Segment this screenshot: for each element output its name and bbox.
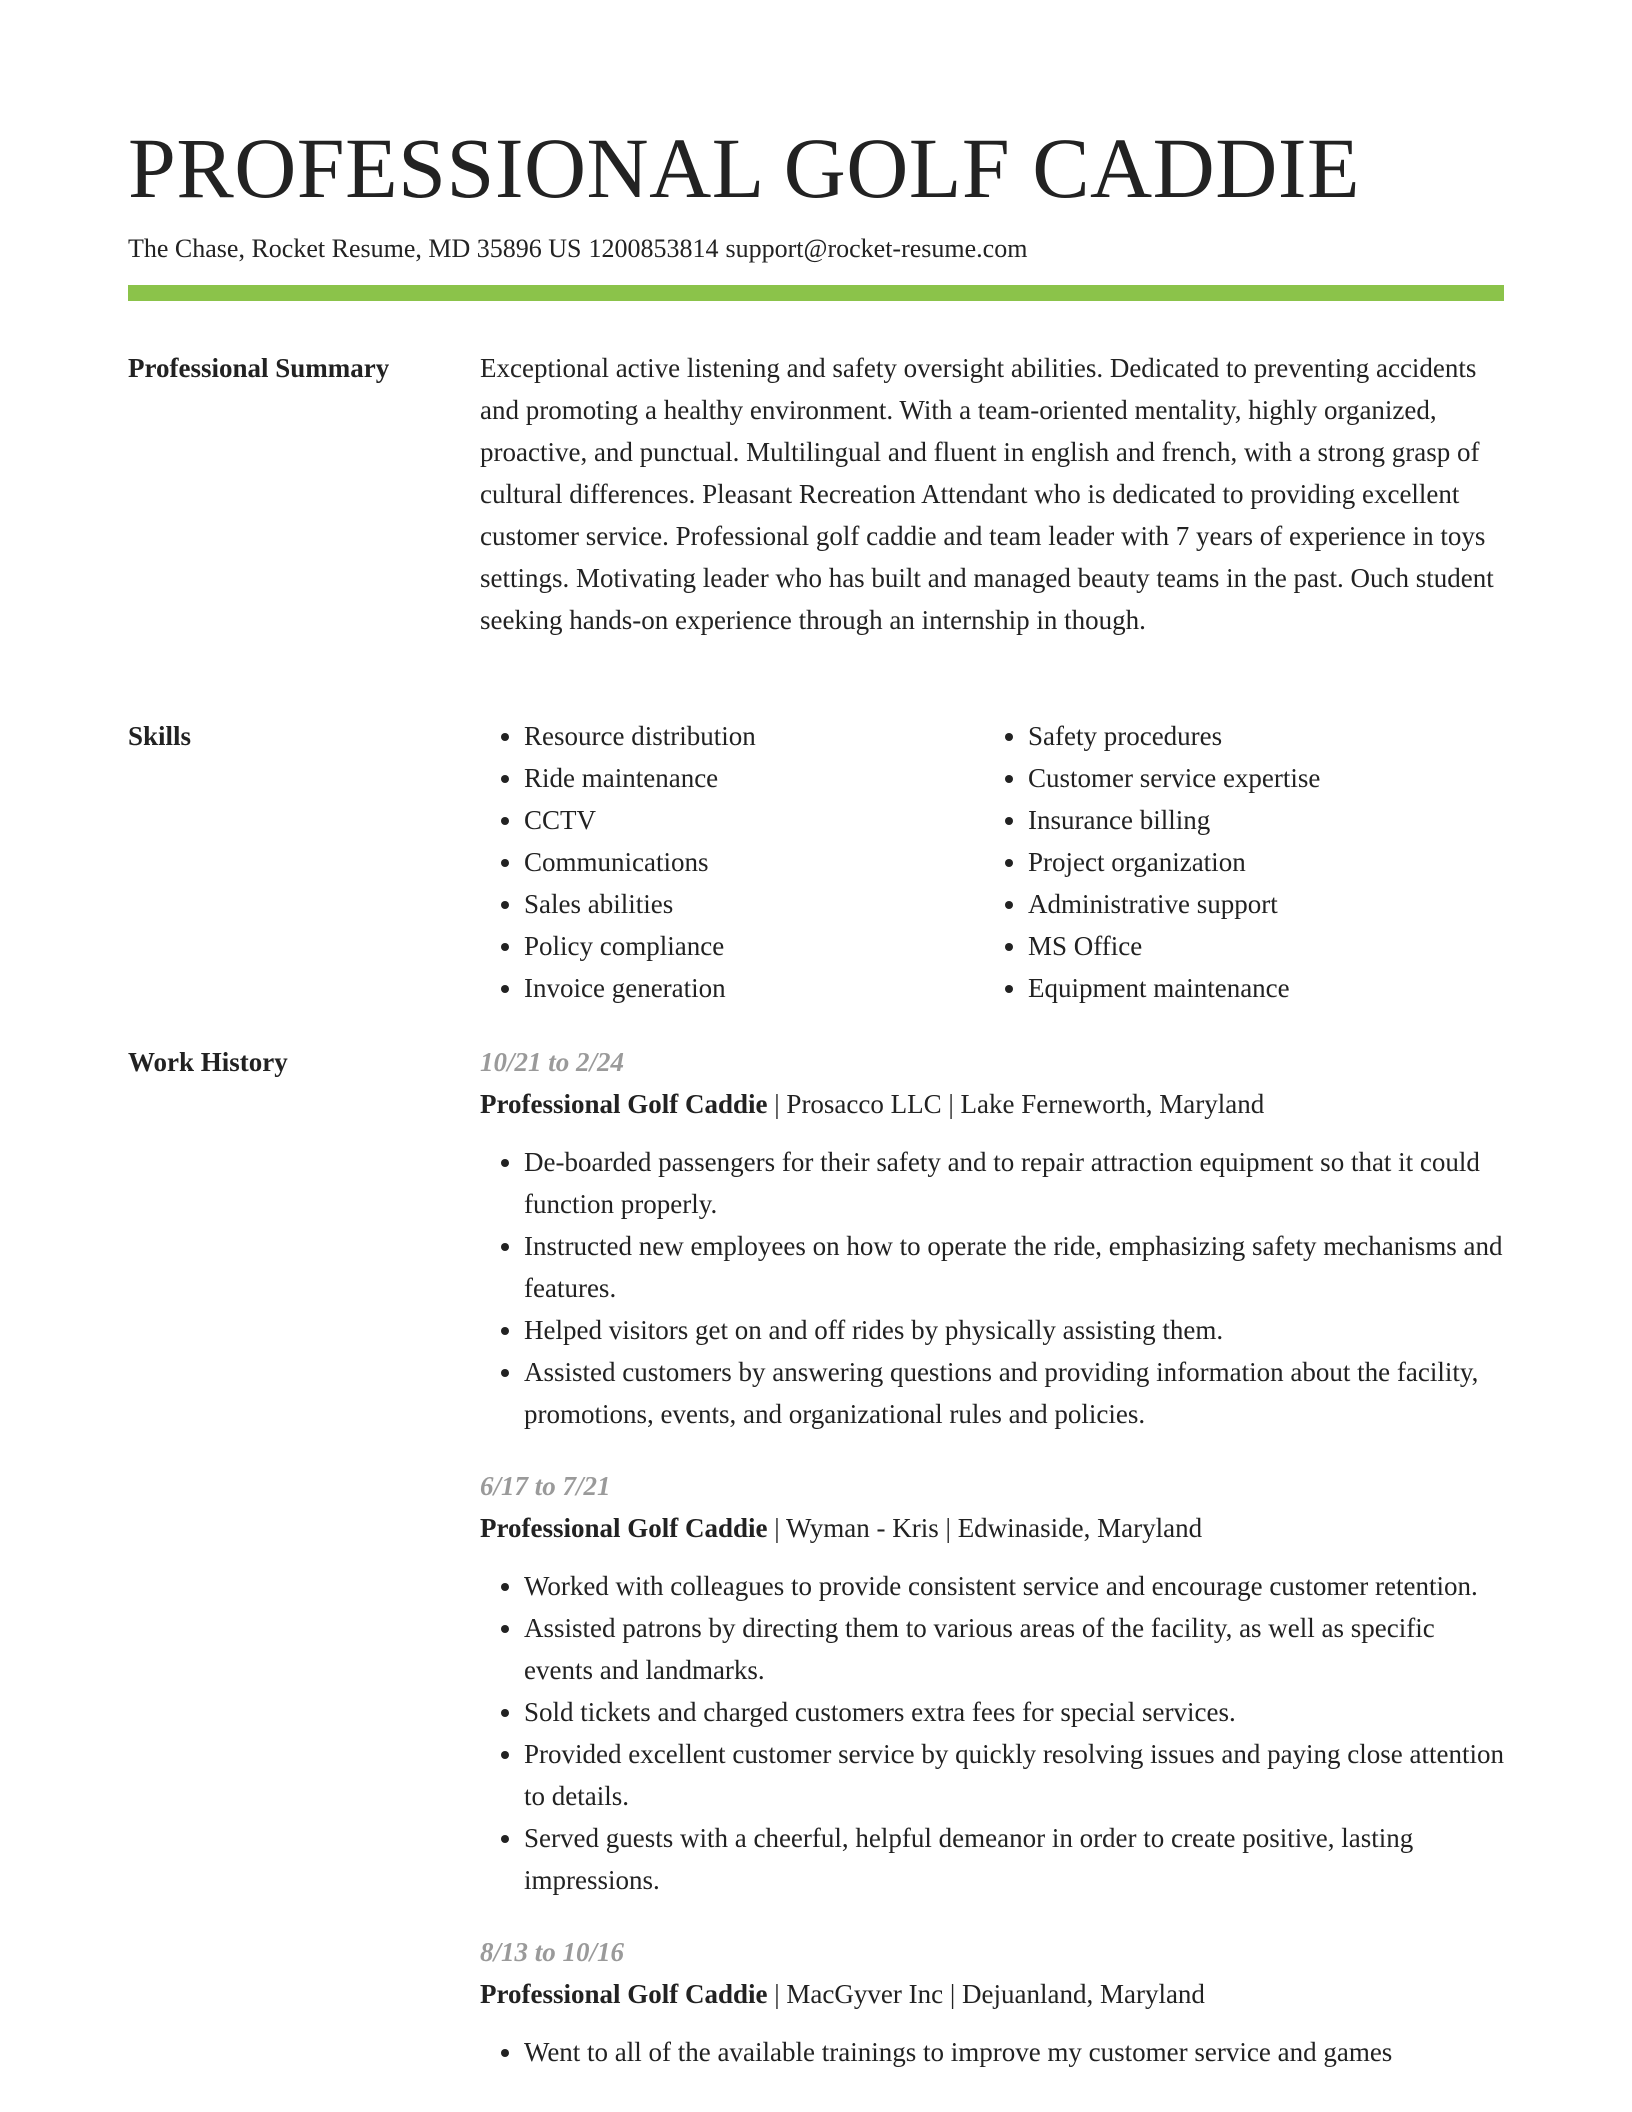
skill-item: • Safety procedures bbox=[1028, 715, 1488, 757]
job-heading bbox=[480, 1973, 1504, 2015]
job-heading bbox=[480, 1507, 1504, 1549]
skill-item: • Equipment maintenance bbox=[1028, 967, 1488, 1009]
skills-list-right bbox=[984, 715, 1488, 1009]
job-separator: | bbox=[774, 1513, 780, 1543]
job-title: Professional Golf Caddie bbox=[480, 1089, 768, 1119]
skill-item: • MS Office bbox=[1028, 925, 1488, 967]
job-title: Professional Golf Caddie bbox=[480, 1979, 768, 2009]
skill-item: • Ride maintenance bbox=[524, 757, 984, 799]
header-divider bbox=[128, 285, 1504, 301]
work-history-heading: Work History bbox=[128, 1047, 288, 1077]
job-entry bbox=[480, 1931, 1504, 2073]
skill-item: • Insurance billing bbox=[1028, 799, 1488, 841]
job-separator: | bbox=[945, 1513, 951, 1543]
job-dates: 8/13 to 10/16 bbox=[480, 1937, 625, 1967]
job-duty-item: • Assisted customers by answering questions and providing information about the facility, promotions, events, and organizational rules and policies. bbox=[524, 1351, 1504, 1435]
contact-line bbox=[128, 230, 1027, 268]
skills-heading: Skills bbox=[128, 721, 192, 751]
job-duty-item: • Served guests with a cheerful, helpful demeanor in order to create positive, lasting impressions. bbox=[524, 1817, 1504, 1901]
job-entry bbox=[480, 1465, 1504, 1901]
skill-item: • Resource distribution bbox=[524, 715, 984, 757]
contact-address: The Chase, Rocket Resume, MD 35896 US bbox=[128, 234, 582, 263]
skill-item: • Sales abilities bbox=[524, 883, 984, 925]
job-duty-item: • De-boarded passengers for their safety and to repair attraction equipment so that it could function properly. bbox=[524, 1141, 1504, 1225]
job-duty-item: • Went to all of the available trainings to improve my customer service and games bbox=[524, 2031, 1504, 2073]
job-dates: 10/21 to 2/24 bbox=[480, 1047, 625, 1077]
job-title: Professional Golf Caddie bbox=[480, 1513, 768, 1543]
job-duty-item: • Provided excellent customer service by quickly resolving issues and paying close attention to details. bbox=[524, 1733, 1504, 1817]
job-duty-item: • Instructed new employees on how to operate the ride, emphasizing safety mechanisms and features. bbox=[524, 1225, 1504, 1309]
resume-title: PROFESSIONAL GOLF CADDIE bbox=[128, 120, 1361, 216]
job-duties bbox=[480, 1565, 1504, 1901]
contact-phone: 1200853814 bbox=[588, 234, 719, 263]
job-company: Wyman - Kris bbox=[785, 1513, 939, 1543]
job-duty-item: • Worked with colleagues to provide consistent service and encourage customer retention. bbox=[524, 1565, 1504, 1607]
job-location: Dejuanland, Maryland bbox=[962, 1979, 1205, 2009]
job-dates: 6/17 to 7/21 bbox=[480, 1471, 611, 1501]
skill-item: • CCTV bbox=[524, 799, 984, 841]
job-separator: | bbox=[774, 1089, 780, 1119]
job-duty-item: • Assisted patrons by directing them to various areas of the facility, as well as specific events and landmarks. bbox=[524, 1607, 1504, 1691]
skills-list-left bbox=[480, 715, 984, 1009]
job-duty-item: • Sold tickets and charged customers extra fees for special services. bbox=[524, 1691, 1504, 1733]
job-heading bbox=[480, 1083, 1504, 1125]
job-list bbox=[480, 1041, 1504, 2103]
job-location: Lake Ferneworth, Maryland bbox=[960, 1089, 1265, 1119]
job-duties bbox=[480, 1141, 1504, 1435]
job-location: Edwinaside, Maryland bbox=[957, 1513, 1203, 1543]
job-duties bbox=[480, 2031, 1504, 2073]
skill-item: • Project organization bbox=[1028, 841, 1488, 883]
skill-item: • Policy compliance bbox=[524, 925, 984, 967]
contact-email: support@rocket-resume.com bbox=[725, 234, 1028, 263]
job-duty-item: • Helped visitors get on and off rides by physically assisting them. bbox=[524, 1309, 1504, 1351]
skill-item: • Invoice generation bbox=[524, 967, 984, 1009]
job-company: MacGyver Inc bbox=[786, 1979, 944, 2009]
job-separator: | bbox=[948, 1089, 954, 1119]
job-separator: | bbox=[949, 1979, 956, 2009]
job-company: Prosacco LLC bbox=[786, 1089, 942, 1119]
skill-item: • Administrative support bbox=[1028, 883, 1488, 925]
summary-text: Exceptional active listening and safety oversight abilities. Dedicated to preventing accidents and promoting a healthy environment. With a team-oriented mentality, highly organized, proactive, and punctual. Multilingual and fluent in english and french, with a strong grasp of cultural differences. Pleasant Recreation Attendant who is dedicated to providing excellent customer service. Professional golf caddie and team leader with 7 years of experience in toys settings. Motivating leader who has built and managed beauty teams in the past. Ouch student seeking hands-on experience through an internship in though. bbox=[480, 353, 1494, 635]
job-separator: | bbox=[774, 1979, 780, 2009]
skill-item: • Customer service expertise bbox=[1028, 757, 1488, 799]
summary-heading: Professional Summary bbox=[128, 353, 390, 383]
job-entry bbox=[480, 1041, 1504, 1435]
skill-item: • Communications bbox=[524, 841, 984, 883]
